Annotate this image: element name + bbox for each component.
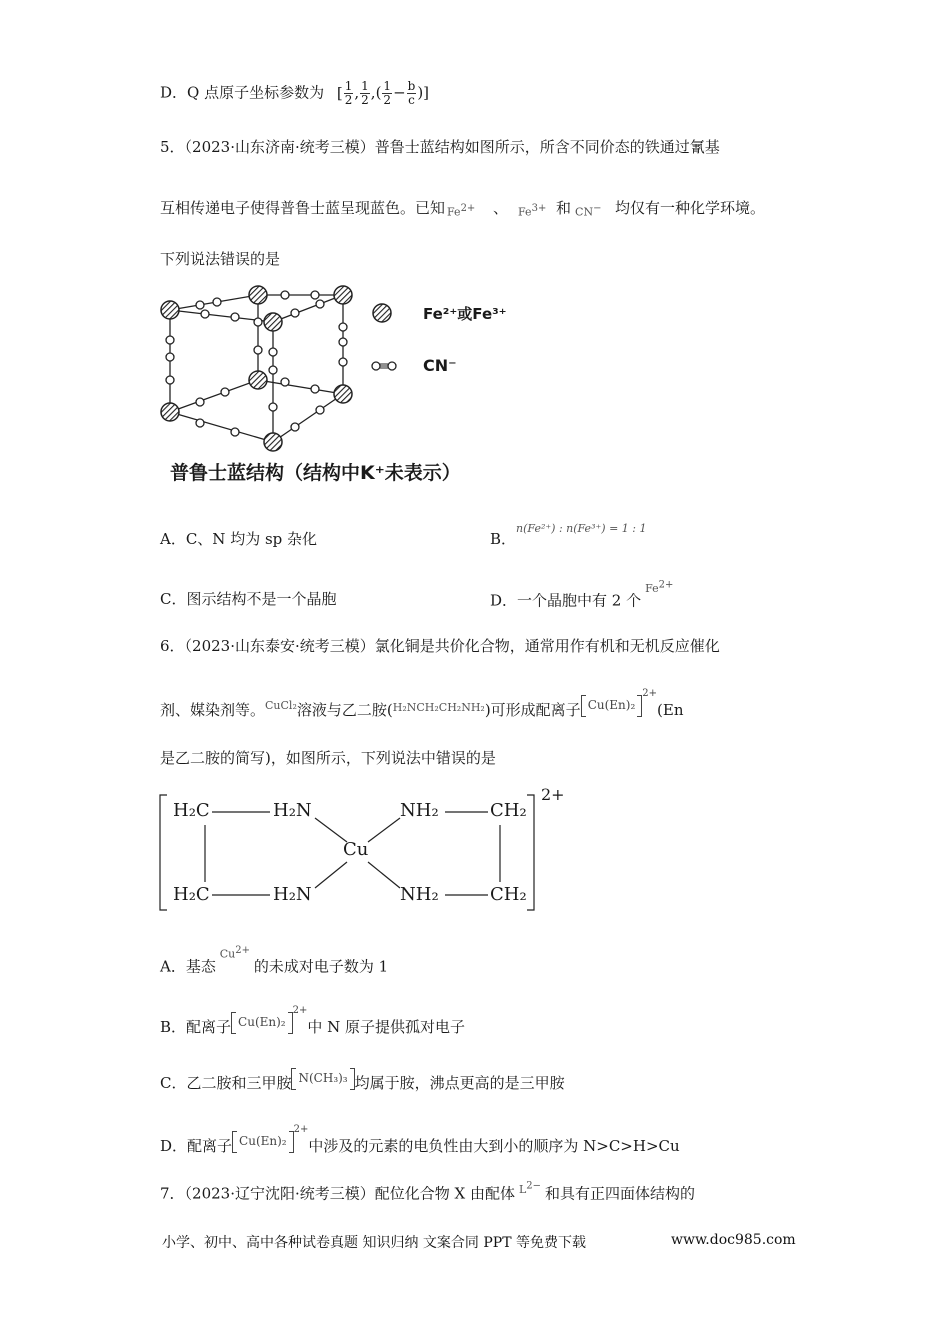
struct-nh2-bottom-right: NH₂ <box>400 884 439 905</box>
q5-stem-line1: 5．（2023·山东济南·统考三模）普鲁士蓝结构如图所示，所含不同价态的铁通过氰基 <box>160 138 720 156</box>
legend-fe-label: Fe²⁺或Fe³⁺ <box>423 305 507 323</box>
q6-stem-line1: 6．（2023·山东泰安·统考三模）氯化铜是共价化合物，通常用作有机和无机反应催化 <box>160 637 720 655</box>
q5-option-a: A．C、N 均为 sp 杂化 <box>160 530 318 548</box>
q6-stem-line2: 剂、媒染剂等。$^{CuCl_2}$溶液与乙二胺($^{H_2NCH_2CH_2NH_2}$)可形成配离子 Cu(En)₂$^{2+}$(En <box>160 688 684 719</box>
q6-option-b: B．配离子 Cu(En)₂$^{2+}$中 N 原子提供孤对电子 <box>160 1005 466 1036</box>
q5-option-c: C．图示结构不是一个晶胞 <box>160 590 337 608</box>
fraction-2: $\frac{1}{2}$ <box>361 79 369 107</box>
q4-option-d: D．Q 点原子坐标参数为 [ $\frac{1}{2}$ , $\frac{1}{2}$ ,( $\frac{1}{2}$ − $\frac{b}{c}$ )] <box>160 79 430 107</box>
bracket-open: [ <box>336 83 343 102</box>
footer-website-link[interactable]: www.doc985.com <box>671 1232 796 1248</box>
q6-option-a: A．基态$Cu^{2+}$的未成对电子数为 1 <box>160 945 389 976</box>
legend-cn-label: CN⁻ <box>423 356 457 375</box>
fe-legend-icon <box>373 304 391 322</box>
struct-charge: 2+ <box>541 785 565 804</box>
fraction-4: $\frac{b}{c}$ <box>407 79 416 107</box>
q6-option-c: C．乙二胺和三甲胺 N(CH₃)₃ 均属于胺，沸点更高的是三甲胺 <box>160 1073 565 1096</box>
q6-stem-line3: 是乙二胺的简写)，如图所示，下列说法中错误的是 <box>160 749 496 767</box>
footer-ad-text: 小学、初中、高中各种试卷真题 知识归纳 文案合同 PPT 等免费下载 <box>162 1235 586 1251</box>
q6-option-d: D．配离子 Cu(En)₂$^{2+}$中涉及的元素的电负性由大到小的顺序为 N>C>H>Cu <box>160 1124 680 1155</box>
figure-caption: 普鲁士蓝结构（结构中K⁺未表示） <box>170 462 461 484</box>
complex-ion-cu-en2: Cu(En)₂$^{2+}$ <box>581 692 657 717</box>
struct-nh2-top-right: NH₂ <box>400 800 439 821</box>
q5-option-d: D．一个晶胞中有 2 个$^{Fe^{2+}}$ <box>490 579 674 610</box>
cn-legend-icon <box>372 362 380 370</box>
struct-ch2-top-right: CH₂ <box>490 800 527 821</box>
q5-stem-line2: 互相传递电子使得普鲁士蓝呈现蓝色。已知 $Fe^{2+}$ 、 $Fe^{3+}$ 和 CN− 均仅有一种化学环境。 <box>160 199 766 219</box>
fraction-1: $\frac{1}{2}$ <box>344 79 353 107</box>
q7-stem-line1: 7．（2023·辽宁沈阳·统考三模）配位化合物 X 由配体 $^{L^{2-}}$ 和具有正四面体结构的 <box>160 1180 696 1203</box>
fraction-3: $\frac{1}{2}$ <box>383 79 392 107</box>
struct-cu-center: Cu <box>343 839 369 860</box>
q5-stem-line3: 下列说法错误的是 <box>160 250 281 268</box>
struct-h2n-bottom-left: H₂N <box>273 884 312 905</box>
struct-ch2-bottom-right: CH₂ <box>490 884 527 905</box>
struct-h2n-top-left: H₂N <box>273 800 312 821</box>
struct-h2c-top-left: H₂C <box>173 800 210 821</box>
struct-h2c-bottom-left: H₂C <box>173 884 210 905</box>
q5-option-b: B．$^{n(Fe^{2+}) : n(Fe^{3+}) = 1 : 1}$ <box>490 522 647 548</box>
